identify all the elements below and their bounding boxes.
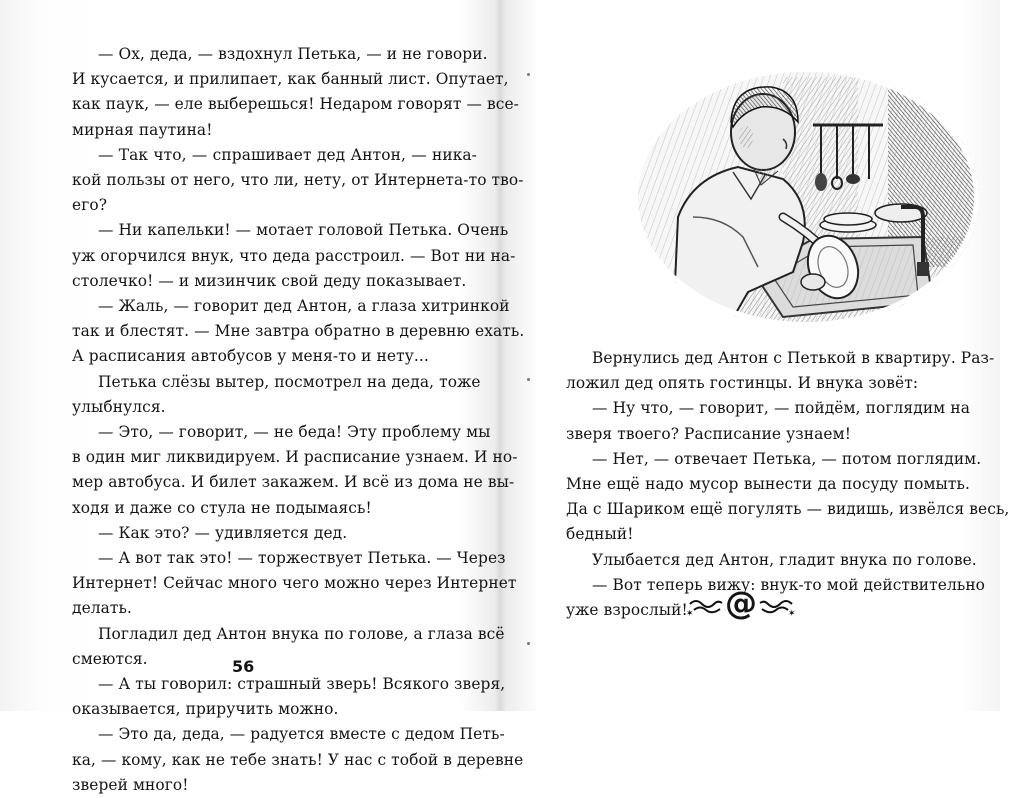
text-line: — Жаль, — говорит дед Антон, а глаза хитринкой bbox=[98, 297, 510, 316]
illustration-drawing bbox=[633, 67, 979, 327]
text-line: ложил дед опять гостинцы. И внука зовёт: bbox=[566, 374, 919, 393]
text-line: его? bbox=[72, 196, 108, 215]
text-line: Вернулись дед Антон с Петькой в квартиру. Раз- bbox=[592, 349, 995, 367]
text-line: мирная паутина! bbox=[72, 120, 213, 139]
text-line: столечко! — и мизинчик свой деду показывает. bbox=[72, 271, 467, 290]
text-line: зверей много! bbox=[72, 775, 189, 794]
text-line: — А ты говорил: страшный зверь! Всякого зверя, bbox=[98, 675, 506, 694]
text-line: уж огорчился внук, что деда расстроил. — Вот ни на- bbox=[72, 246, 516, 265]
text-line: — Это, — говорит, — не беда! Эту проблему мы bbox=[98, 423, 491, 442]
text-line: Погладил дед Антон внука по голове, а глаза всё bbox=[98, 624, 505, 643]
text-line: Мне ещё надо мусор вынести да посуду помыть. bbox=[566, 475, 970, 494]
right-page bbox=[500, 0, 1009, 711]
text-line: улыбнулся. bbox=[72, 397, 166, 416]
text-line: — Так что, — спрашивает дед Антон, — ника- bbox=[98, 145, 477, 164]
text-line: уже взрослый! bbox=[566, 601, 688, 620]
text-line: ходя и даже со стула не подымаясь! bbox=[72, 498, 372, 517]
text-line: — Ох, деда, — вздохнул Петька, — и не говори. bbox=[98, 45, 488, 63]
illustration-boy-washing-dishes bbox=[633, 67, 979, 327]
text-line: мер автобуса. И билет закажем. И всё из дома не вы- bbox=[72, 473, 515, 492]
text-line: ка, — кому, как не тебе знать! У нас с тобой в деревне bbox=[72, 750, 524, 769]
right-page-text bbox=[566, 346, 1009, 623]
text-line: так и блестят. — Мне завтра обратно в деревню ехать. bbox=[72, 322, 525, 341]
text-line: — Вот теперь вижу: внук-то мой действительно bbox=[592, 575, 986, 594]
text-line: — А вот так это! — торжествует Петька. — Через bbox=[98, 549, 506, 568]
text-line: зверя твоего? Расписание узнаем! bbox=[566, 424, 851, 443]
text-line: А расписания автобусов у меня-то и нету... bbox=[72, 347, 429, 366]
text-line: оказывается, приручить можно. bbox=[72, 700, 339, 719]
chapter-end-ornament bbox=[686, 584, 796, 622]
svg-text:✶: ✶ bbox=[686, 609, 694, 619]
text-line: И кусается, и прилипает, как банный лист. Опутает, bbox=[72, 70, 509, 89]
text-line: Петька слёзы вытер, посмотрел на деда, тоже bbox=[98, 372, 481, 391]
text-line: Да с Шариком ещё погулять — видишь, извёлся весь, bbox=[566, 500, 1009, 519]
svg-text:✶: ✶ bbox=[788, 609, 796, 619]
left-page-text bbox=[72, 42, 525, 798]
text-line: — Это да, деда, — радуется вместе с дедом Петь- bbox=[98, 725, 505, 744]
text-line: — Ну что, — говорит, — пойдём, поглядим на bbox=[592, 399, 970, 418]
text-line: кой пользы от него, что ли, нету, от Интернета-то тво- bbox=[72, 171, 524, 190]
text-line: — Ни капельки! — мотает головой Петька. Очень bbox=[98, 221, 509, 240]
text-line: как паук, — еле выберешься! Недаром говорят — все- bbox=[72, 95, 519, 114]
text-line: делать. bbox=[72, 599, 133, 618]
text-line: Интернет! Сейчас много чего можно через Интернет bbox=[72, 574, 517, 593]
text-line: Улыбается дед Антон, гладит внука по голове. bbox=[592, 550, 977, 569]
page-number: 56 bbox=[232, 657, 255, 676]
text-line: в один миг ликвидируем. И расписание узнаем. И но- bbox=[72, 448, 518, 467]
at-sign-icon: @ bbox=[725, 584, 757, 622]
text-line: — Как это? — удивляется дед. bbox=[98, 523, 348, 542]
text-line: смеются. bbox=[72, 649, 148, 668]
text-line: — Нет, — отвечает Петька, — потом поглядим. bbox=[592, 449, 982, 468]
text-line: бедный! bbox=[566, 525, 634, 544]
